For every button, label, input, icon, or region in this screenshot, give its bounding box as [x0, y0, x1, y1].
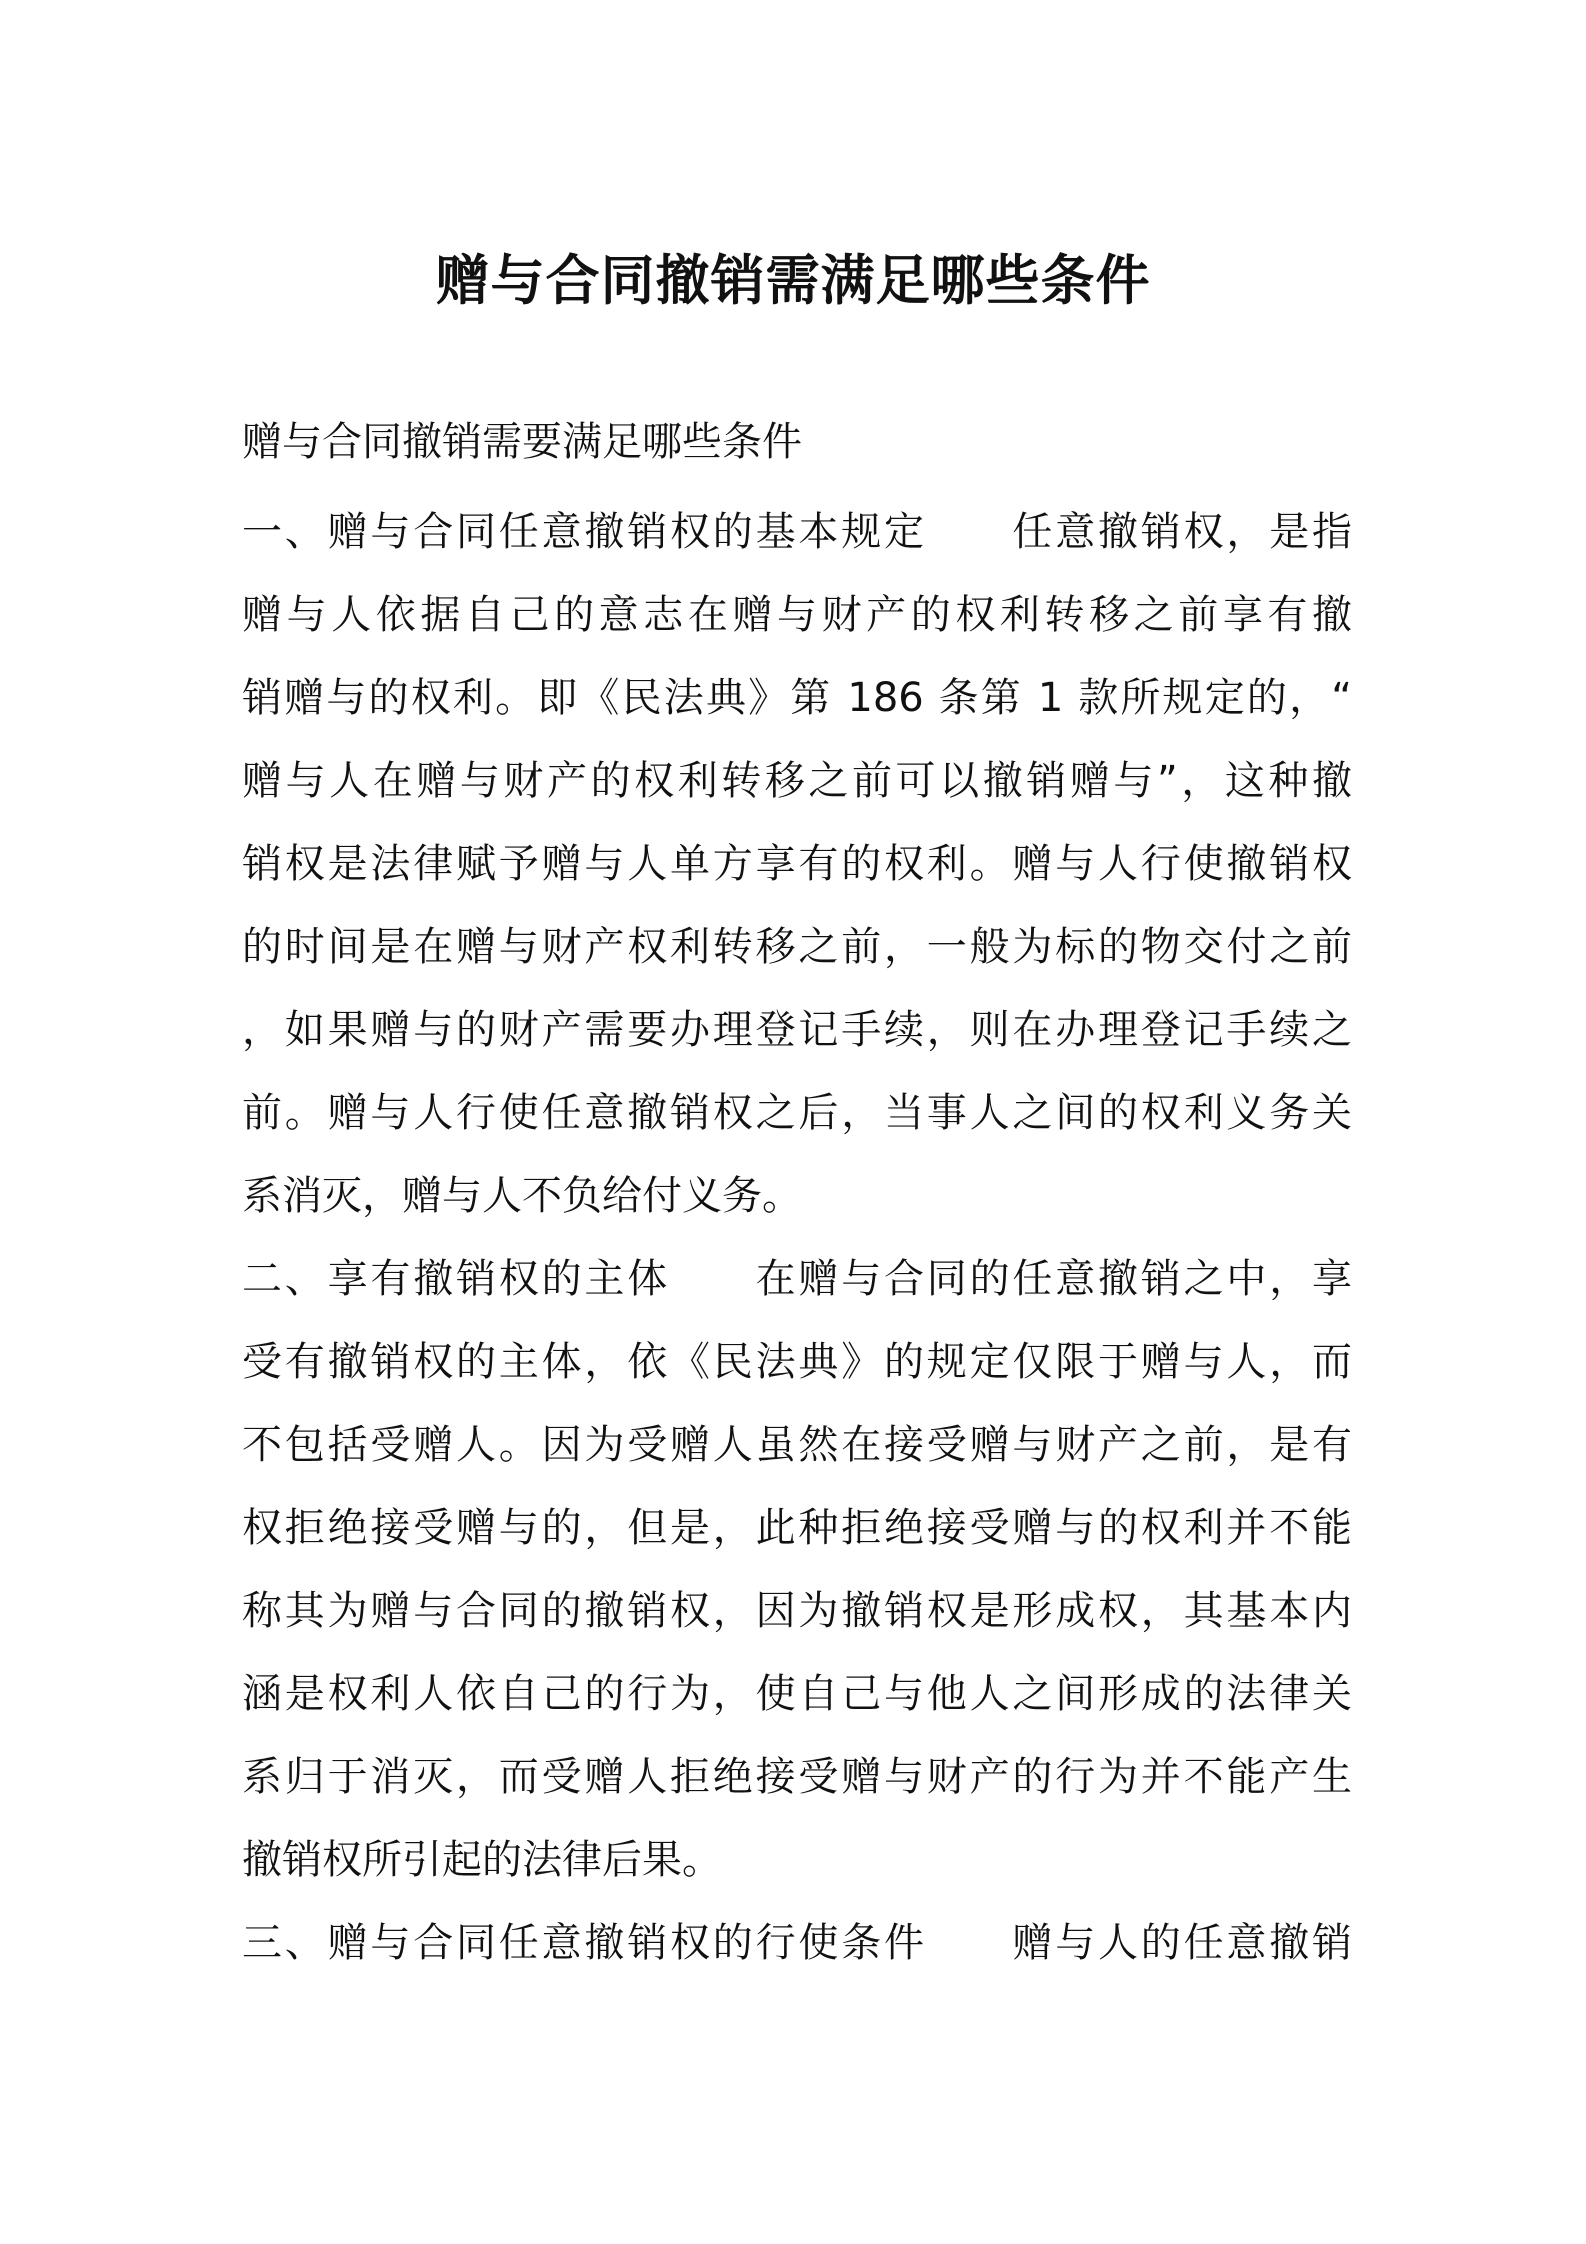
text-line: 不包括受赠人。因为受赠人虽然在接受赠与财产之前，是有: [242, 1422, 1352, 1468]
text-line: 赠与人在赠与财产的权利转移之前可以撤销赠与”，这种撤: [242, 758, 1352, 804]
page-title: 赠与合同撤销需满足哪些条件: [435, 249, 1151, 312]
text-line: 称其为赠与合同的撤销权，因为撤销权是形成权，其基本内: [242, 1588, 1352, 1634]
text-line: 三、赠与合同任意撤销权的行使条件 赠与人的任意撤销: [242, 1920, 1352, 1966]
body-text: [242, 491, 1352, 1985]
text-line: 受有撤销权的主体，依《民法典》的规定仅限于赠与人，而: [242, 1339, 1352, 1385]
text-line: 系消灭，赠与人不负给付义务。: [242, 1173, 802, 1219]
text-line: 权拒绝接受赠与的，但是，此种拒绝接受赠与的权利并不能: [242, 1505, 1352, 1551]
text-line: 销赠与的权利。即《民法典》第 186 条第 1 款所规定的，“: [242, 675, 1352, 721]
text-line: ，如果赠与的财产需要办理登记手续，则在办理登记手续之: [242, 1007, 1352, 1053]
text-line: 二、享有撤销权的主体 在赠与合同的任意撤销之中，享: [242, 1256, 1352, 1302]
page-subtitle: 赠与合同撤销需要满足哪些条件: [242, 419, 802, 465]
text-line: 前。赠与人行使任意撤销权之后，当事人之间的权利义务关: [242, 1090, 1352, 1136]
text-line: 系归于消灭，而受赠人拒绝接受赠与财产的行为并不能产生: [242, 1754, 1352, 1800]
text-line: 的时间是在赠与财产权利转移之前，一般为标的物交付之前: [242, 924, 1352, 970]
text-line: 赠与人依据自己的意志在赠与财产的权利转移之前享有撤: [242, 592, 1352, 638]
text-line: 涵是权利人依自己的行为，使自己与他人之间形成的法律关: [242, 1671, 1352, 1717]
text-line: 销权是法律赋予赠与人单方享有的权利。赠与人行使撤销权: [242, 841, 1352, 887]
text-line: 撤销权所引起的法律后果。: [242, 1837, 722, 1883]
text-line: 一、赠与合同任意撤销权的基本规定 任意撤销权，是指: [242, 509, 1352, 555]
